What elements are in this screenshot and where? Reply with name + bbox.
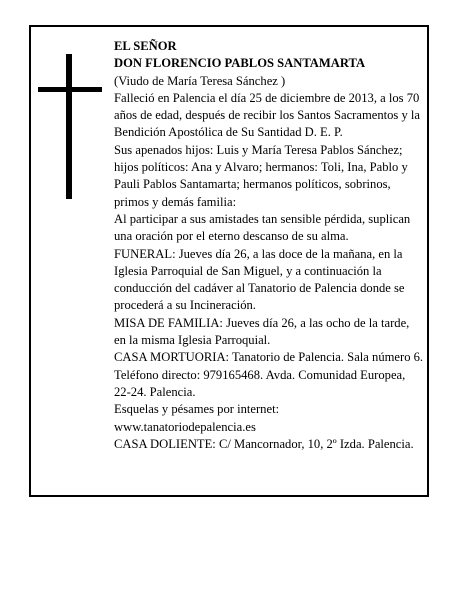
header-title: EL SEÑOR bbox=[114, 39, 177, 53]
funeral-info: FUNERAL: Jueves día 26, a las doce de la mañana, en la Iglesia Parroquial de San Miguel, y a continuación la conducción del cadáver al Tanatorio de Palencia donde se procederá a su Incineración. bbox=[114, 246, 405, 313]
mourning-house-info: CASA DOLIENTE: C/ Mancornador, 10, 2º Izda. Palencia. bbox=[114, 436, 414, 451]
cross-vertical-bar bbox=[66, 54, 72, 199]
latin-cross-icon bbox=[38, 54, 102, 199]
online-condolences: Esquelas y pésames por internet: www.tanatoriodepalencia.es bbox=[114, 402, 280, 434]
widower-line: (Viudo de María Teresa Sánchez ) bbox=[114, 73, 286, 88]
family-list: Sus apenados hijos: Luis y María Teresa Pablos Sánchez; hijos políticos: Ana y Alvaro; hermanos: Toli, Ina, Pablo y Pauli Pablos Santamarta; hermanos políticos, sobrinos, primos y demás familia: bbox=[114, 142, 408, 209]
family-mass-info: MISA DE FAMILIA: Jueves día 26, a las ocho de la tarde, en la misma Iglesia Parroquial. bbox=[114, 315, 410, 348]
death-announcement: Falleció en Palencia el día 25 de diciembre de 2013, a los 70 años de edad, después de recibir los Santos Sacramentos y la Bendición Apostólica de Su Santidad D. E. P. bbox=[114, 90, 421, 140]
deceased-name: DON FLORENCIO PABLOS SANTAMARTA bbox=[114, 56, 366, 71]
prayer-request: Al participar a sus amistades tan sensible pérdida, suplican una oración por el eterno descanso de su alma. bbox=[114, 211, 411, 244]
obituary-text bbox=[114, 38, 424, 453]
funeral-home-info: CASA MORTUORIA: Tanatorio de Palencia. Sala número 6. Teléfono directo: 979165468. Avda. Comunidad Europea, 22-24. Palencia. bbox=[114, 350, 424, 399]
cross-horizontal-bar bbox=[38, 87, 102, 92]
